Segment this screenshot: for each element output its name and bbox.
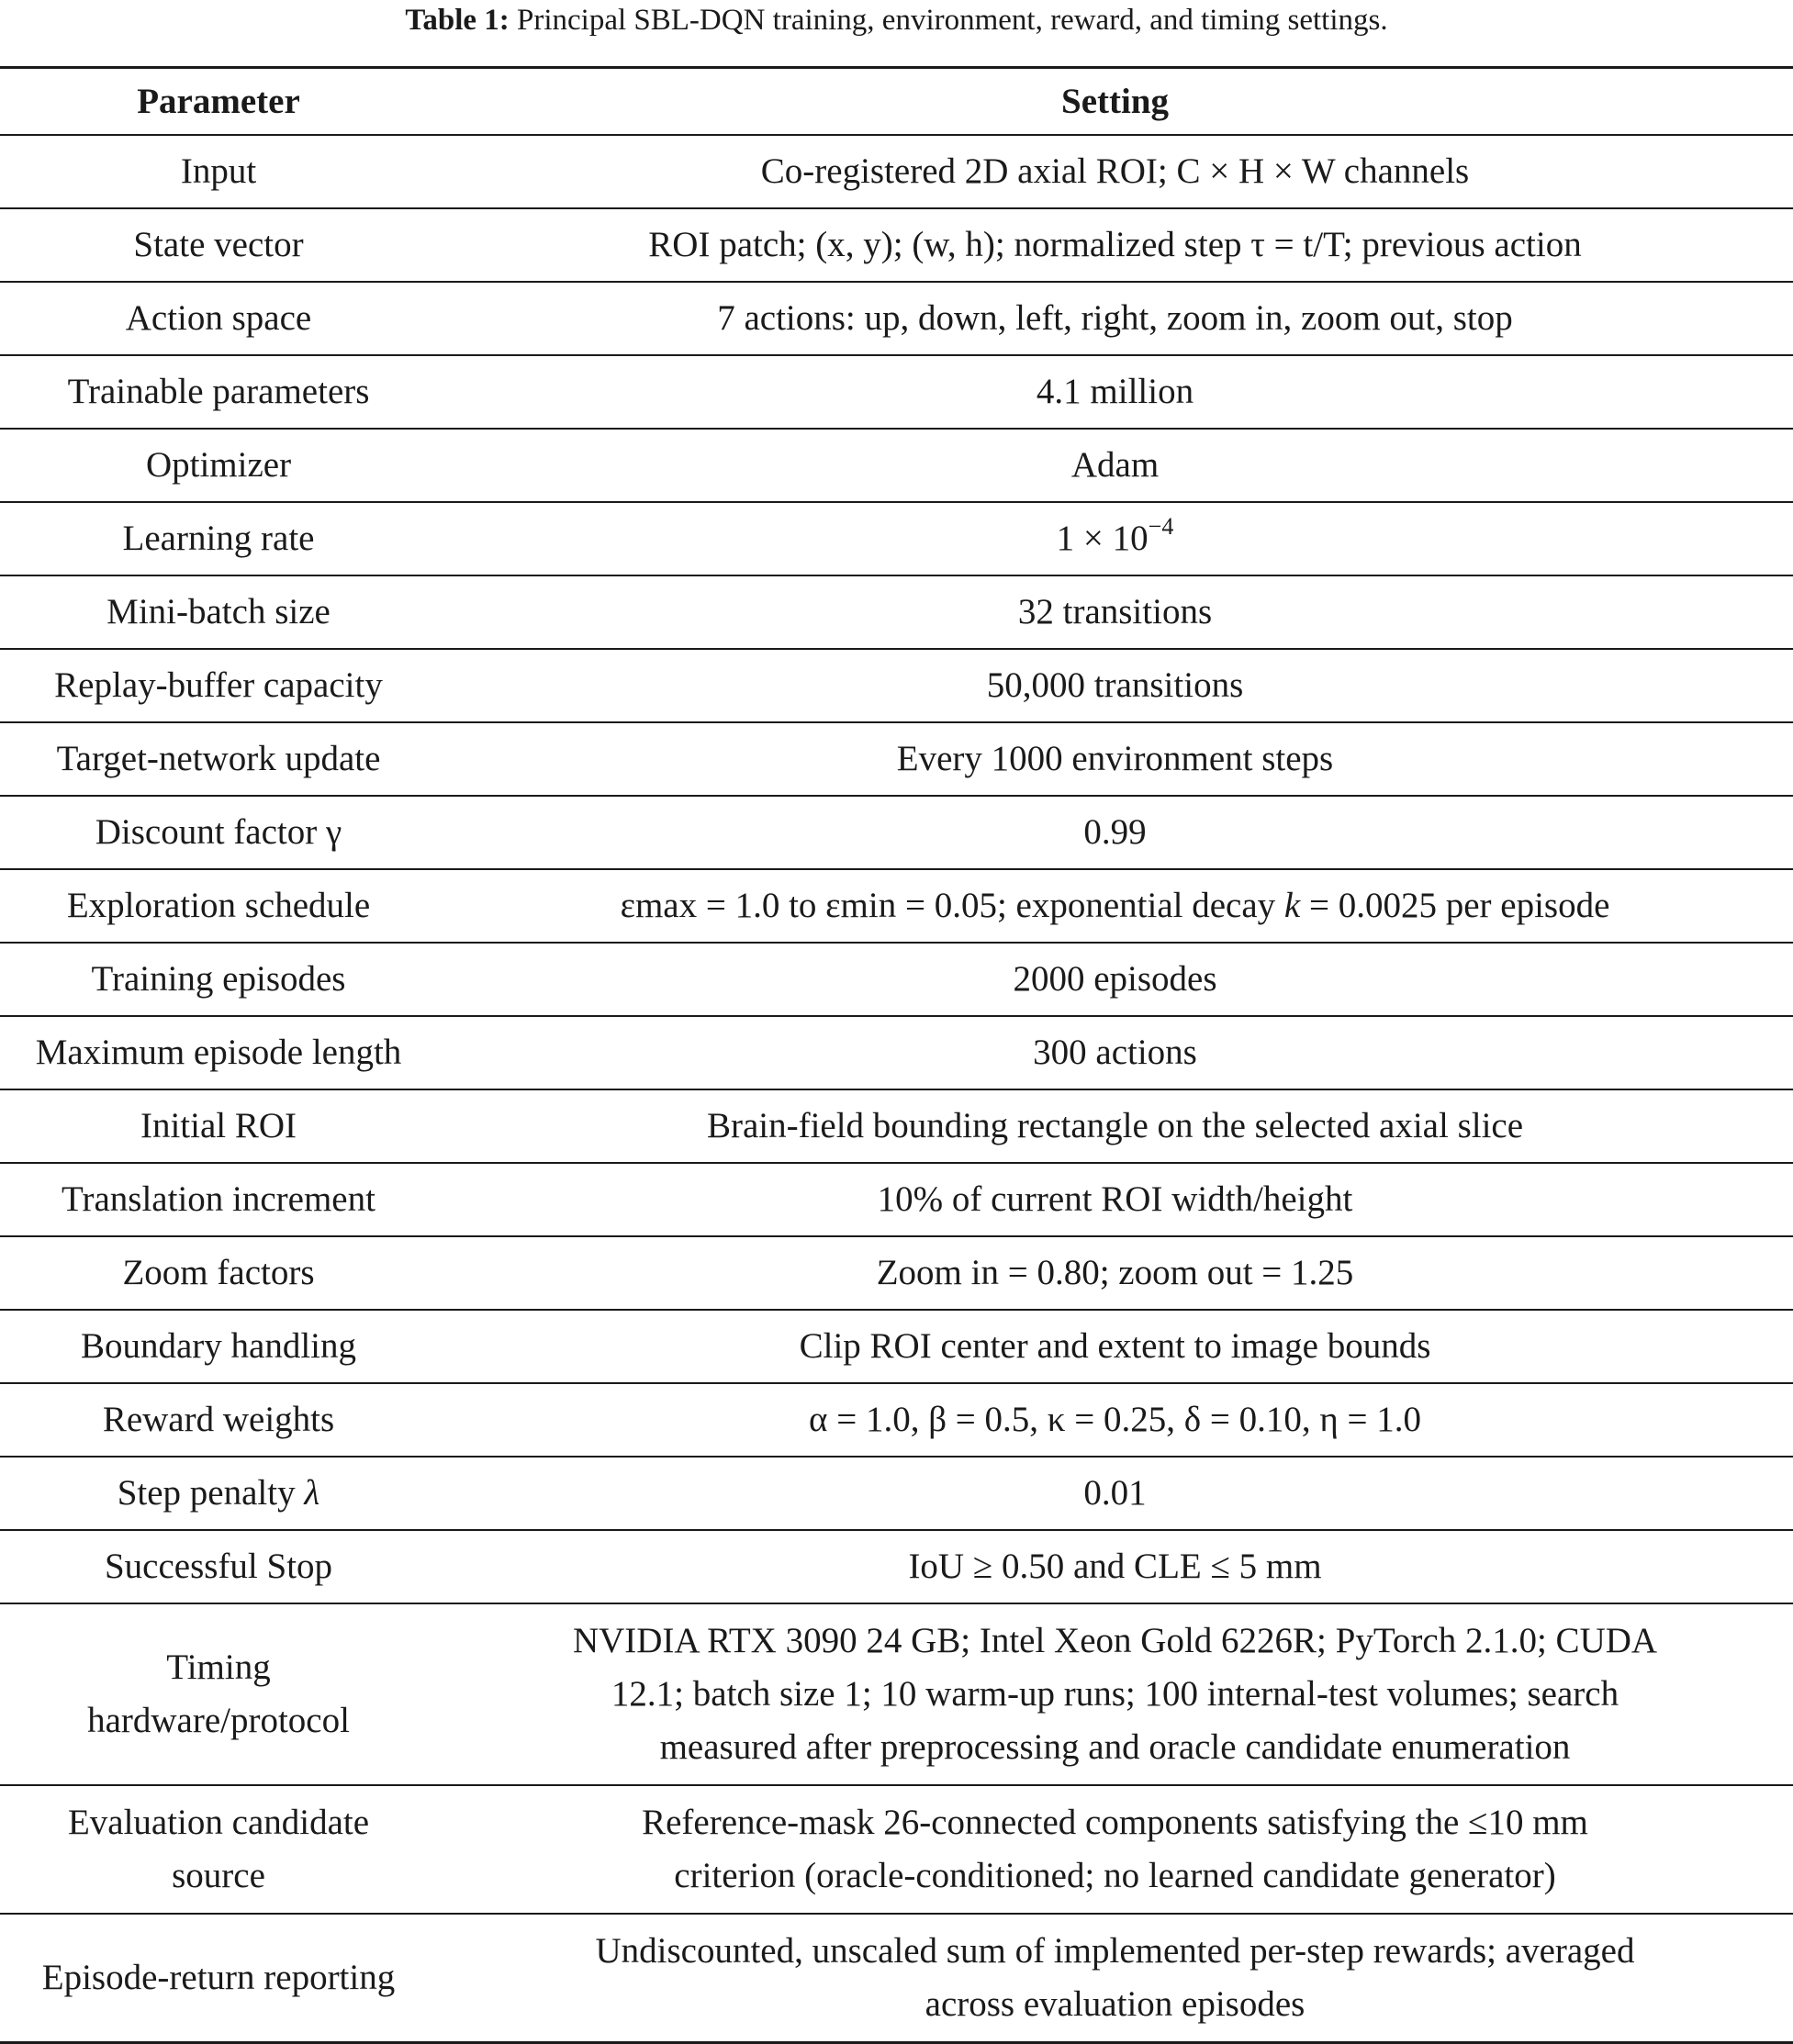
table-row <box>0 208 1793 282</box>
param-cell: Target-network update <box>56 739 381 778</box>
param-cell: Discount factor γ <box>95 812 342 852</box>
table-row <box>0 1914 1793 2043</box>
setting-cell: Adam <box>1070 445 1160 485</box>
param-cell: Translation increment <box>62 1179 375 1219</box>
param-line-1: Timing <box>166 1647 271 1687</box>
setting-cell <box>437 869 1793 943</box>
table-row <box>0 1089 1793 1163</box>
table-row <box>0 282 1793 355</box>
table-row <box>0 575 1793 649</box>
table-row <box>0 1785 1793 1914</box>
table-row <box>0 135 1793 208</box>
param-cell: Episode-return reporting <box>41 1958 396 1997</box>
table-row <box>0 1236 1793 1310</box>
table-caption-text: Principal SBL-DQN training, environment, reward, and timing settings. <box>517 4 1388 37</box>
table-row <box>0 355 1793 429</box>
table-header-row <box>0 68 1793 136</box>
table-row <box>0 722 1793 796</box>
table-row <box>0 1530 1793 1603</box>
table-row <box>0 943 1793 1016</box>
setting-cell: 300 actions <box>1033 1033 1197 1072</box>
table-row <box>0 1457 1793 1530</box>
setting-cell: Co-registered 2D axial ROI; C × H × W channels <box>760 151 1470 191</box>
table-row <box>0 1163 1793 1236</box>
param-cell: Replay-buffer capacity <box>54 665 383 705</box>
table-caption <box>0 2 1793 39</box>
param-cell <box>0 1603 437 1785</box>
param-cell: Optimizer <box>145 445 292 485</box>
setting-cell <box>437 1914 1793 2043</box>
setting-exponent: −4 <box>1148 513 1174 540</box>
param-cell: Maximum episode length <box>35 1033 402 1072</box>
setting-line-1: Undiscounted, unscaled sum of implemented per-step rewards; averaged <box>595 1931 1635 1971</box>
setting-cell: Brain-field bounding rectangle on the selected axial slice <box>706 1106 1524 1145</box>
table-row <box>0 1016 1793 1089</box>
param-cell: State vector <box>133 225 304 264</box>
param-part-a: Step penalty <box>117 1473 305 1513</box>
param-cell: Boundary handling <box>80 1326 357 1366</box>
param-line-1: Evaluation candidate <box>67 1803 370 1842</box>
param-cell: Training episodes <box>91 959 346 999</box>
setting-cell: 50,000 transitions <box>986 665 1244 705</box>
settings-table <box>0 66 1793 2044</box>
param-cell: Exploration schedule <box>66 886 371 925</box>
setting-cell: Every 1000 environment steps <box>896 739 1334 778</box>
header-parameter: Parameter <box>137 81 300 121</box>
table-row <box>0 649 1793 722</box>
param-cell: Input <box>180 151 257 191</box>
table-row <box>0 869 1793 943</box>
param-cell <box>0 1457 437 1530</box>
table-row <box>0 1603 1793 1785</box>
setting-cell: ROI patch; (x, y); (w, h); normalized step τ = t/T; previous action <box>648 225 1582 264</box>
param-cell: Mini-batch size <box>106 592 331 631</box>
param-cell: Learning rate <box>122 519 315 558</box>
setting-cell: 0.99 <box>1083 812 1147 852</box>
setting-cell <box>437 1785 1793 1914</box>
table-row <box>0 1310 1793 1383</box>
setting-part-b: = 0.0025 per episode <box>1300 886 1610 925</box>
setting-base: 1 × 10 <box>1056 519 1149 558</box>
param-cell <box>0 1785 437 1914</box>
setting-cell: 10% of current ROI width/height <box>877 1179 1353 1219</box>
setting-line-1: NVIDIA RTX 3090 24 GB; Intel Xeon Gold 6226R; PyTorch 2.1.0; CUDA <box>572 1621 1658 1660</box>
setting-cell: 2000 episodes <box>1013 959 1217 999</box>
setting-cell: α = 1.0, β = 0.5, κ = 0.25, δ = 0.10, η = 1.0 <box>809 1400 1421 1439</box>
setting-part-a: εmax = 1.0 to εmin = 0.05; exponential decay <box>620 886 1284 925</box>
setting-line-1: Reference-mask 26-connected components satisfying the ≤10 mm <box>642 1803 1588 1842</box>
setting-cell: Zoom in = 0.80; zoom out = 1.25 <box>876 1253 1354 1292</box>
setting-cell: 32 transitions <box>1017 592 1213 631</box>
setting-cell <box>437 502 1793 575</box>
param-cell: Trainable parameters <box>67 372 370 411</box>
table-caption-label: Table 1: <box>405 4 510 37</box>
table-row <box>0 1383 1793 1457</box>
table-row <box>0 429 1793 502</box>
table-row <box>0 796 1793 869</box>
param-line-2: source <box>172 1856 265 1895</box>
param-cell: Initial ROI <box>140 1106 297 1145</box>
setting-cell: Clip ROI center and extent to image bounds <box>799 1326 1431 1366</box>
setting-line-2: across evaluation episodes <box>925 1984 1306 2024</box>
setting-line-3: measured after preprocessing and oracle candidate enumeration <box>659 1727 1571 1767</box>
table-row <box>0 502 1793 575</box>
param-cell: Reward weights <box>102 1400 335 1439</box>
param-cell: Zoom factors <box>122 1253 315 1292</box>
setting-line-2: 12.1; batch size 1; 10 warm-up runs; 100 internal-test volumes; search <box>611 1674 1619 1714</box>
param-symbol-lambda: λ <box>304 1473 320 1513</box>
setting-cell: 7 actions: up, down, left, right, zoom in, zoom out, stop <box>717 298 1513 338</box>
setting-cell: 4.1 million <box>1036 372 1194 411</box>
setting-cell: 0.01 <box>1083 1473 1147 1513</box>
setting-symbol-k: k <box>1283 886 1301 925</box>
param-cell: Successful Stop <box>104 1547 333 1586</box>
header-setting: Setting <box>1061 81 1169 121</box>
setting-line-2: criterion (oracle-conditioned; no learned candidate generator) <box>674 1856 1556 1895</box>
param-line-2: hardware/protocol <box>87 1701 350 1740</box>
param-cell: Action space <box>125 298 312 338</box>
setting-cell <box>437 1603 1793 1785</box>
setting-cell: IoU ≥ 0.50 and CLE ≤ 5 mm <box>908 1547 1322 1586</box>
